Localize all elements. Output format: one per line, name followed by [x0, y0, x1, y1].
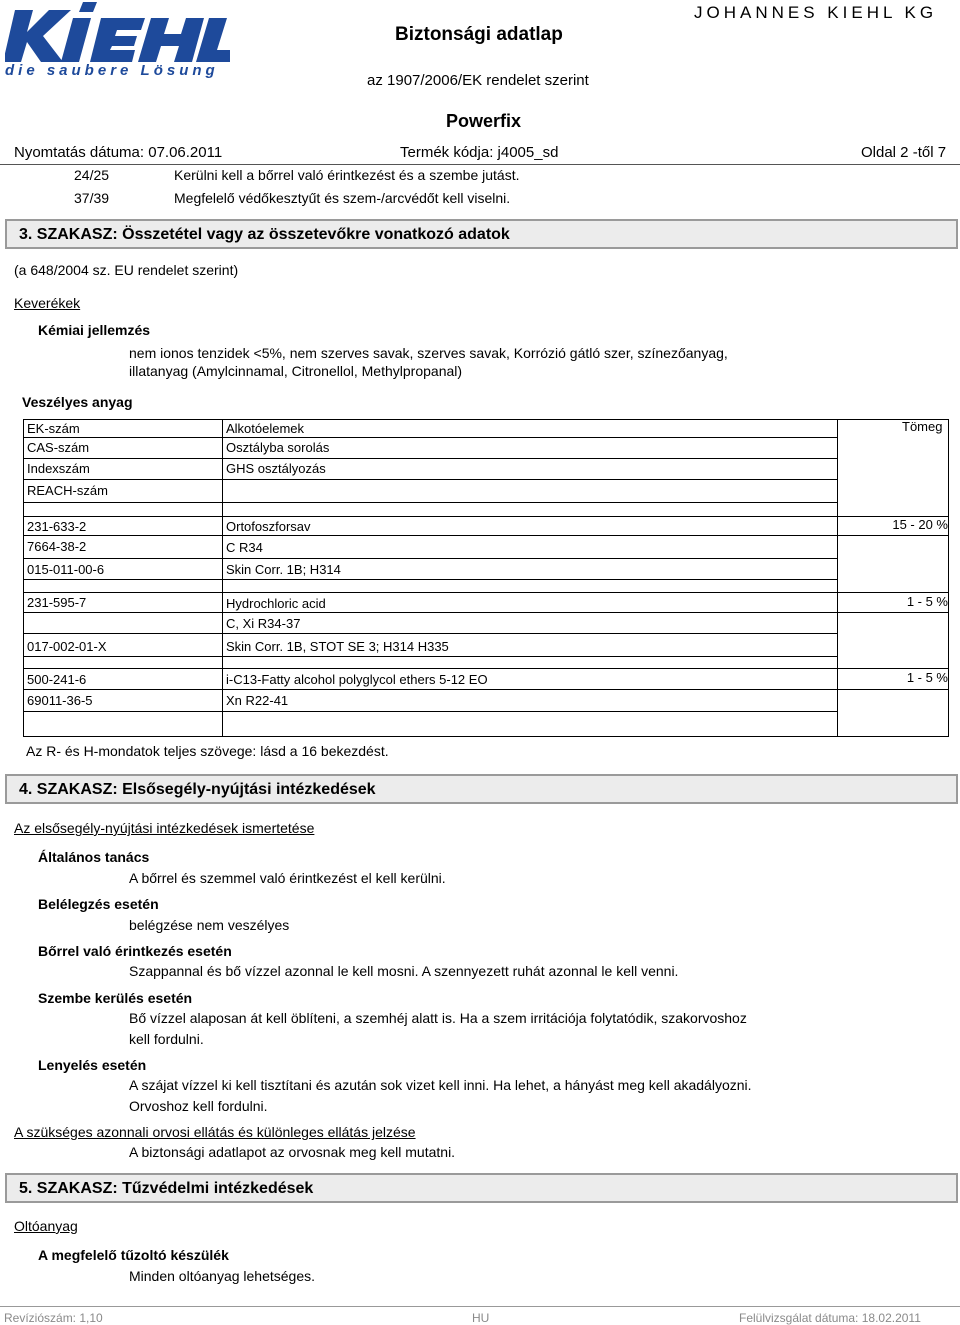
th-ghs: GHS osztályozás: [226, 461, 326, 476]
section-4-header: [5, 774, 958, 804]
regulation-note: (a 648/2004 sz. EU rendelet szerint): [14, 262, 239, 278]
medical-attention-text: A biztonsági adatlapot az orvosnak meg kell mutatni.: [129, 1144, 456, 1160]
table-border: [23, 437, 838, 438]
cell-classification: C, Xi R34-37: [226, 616, 301, 631]
eye-contact-text: Bő vízzel alaposan át kell öblíteni, a szemhéj alatt is. Ha a szem irritációja folytatódik, szakorvoshoz: [129, 1010, 747, 1026]
skin-contact-text: Szappannal és bő vízzel azonnal le kell mosni. A szennyezett ruhát azonnal le kell venni.: [129, 963, 679, 979]
th-index: Indexszám: [27, 461, 90, 476]
table-border: [23, 689, 949, 690]
mixtures-heading: Keverékek: [14, 295, 81, 311]
print-date: Nyomtatás dátuma: 07.06.2011: [14, 144, 223, 161]
table-border: [23, 579, 838, 580]
general-advice-heading: Általános tanács: [38, 849, 150, 865]
cell-ec: 500-241-6: [27, 672, 87, 687]
cell-index: 015-011-00-6: [27, 562, 105, 577]
eye-contact-text: kell fordulni.: [129, 1031, 204, 1047]
s-phrase-code: 24/25: [74, 167, 110, 183]
cell-weight: 1 - 5 %: [906, 670, 948, 685]
header-divider: [0, 164, 960, 165]
cell-cas: 7664-38-2: [27, 539, 87, 554]
review-date: Felülvizsgálat dátuma: 18.02.2011: [739, 1311, 921, 1325]
s-phrase-text: Kerülni kell a bőrrel való érintkezést és a szembe jutást.: [174, 167, 520, 183]
table-border: [23, 592, 949, 593]
regulation-reference: az 1907/2006/EK rendelet szerint: [367, 72, 589, 89]
th-classification: Osztályba sorolás: [226, 440, 330, 455]
th-weight: Tömeg: [902, 419, 943, 434]
ingestion-text: Orvoshoz kell fordulni.: [129, 1098, 268, 1114]
section-3-title: 3. SZAKASZ: Összetétel vagy az összetevőkre vonatkozó adatok: [19, 226, 510, 243]
s-phrase-text: Megfelelő védőkesztyűt és szem-/arcvédőt kell viselni.: [174, 190, 511, 206]
revision-number: Revíziószám: 1,10: [4, 1311, 103, 1325]
chem-char-text: illatanyag (Amylcinnamal, Citronellol, Methylpropanal): [129, 363, 463, 379]
table-border: [23, 479, 838, 480]
th-ec: EK-szám: [27, 421, 80, 436]
table-border: [23, 458, 838, 459]
suitable-media-heading: A megfelelő tűzoltó készülék: [38, 1247, 229, 1263]
th-reach: REACH-szám: [27, 483, 108, 498]
cell-ec: 231-595-7: [27, 595, 87, 610]
inhalation-heading: Belélegzés esetén: [38, 896, 159, 912]
table-border: [23, 656, 838, 657]
th-component: Alkotóelemek: [226, 421, 305, 436]
skin-contact-heading: Bőrrel való érintkezés esetén: [38, 943, 232, 959]
ingestion-heading: Lenyelés esetén: [38, 1057, 147, 1073]
cell-component: Ortofoszforsav: [226, 519, 311, 534]
suitable-media-text: Minden oltóanyag lehetséges.: [129, 1268, 316, 1284]
cell-cas: 69011-36-5: [27, 693, 93, 708]
table-border: [23, 736, 949, 737]
cell-ec: 231-633-2: [27, 519, 87, 534]
cell-classification: Xn R22-41: [226, 693, 289, 708]
product-code: Termék kódja: j4005_sd: [400, 144, 559, 161]
product-name: Powerfix: [446, 111, 522, 131]
language-code: HU: [472, 1311, 490, 1325]
cell-classification: C R34: [226, 540, 263, 555]
medical-attention-heading: A szükséges azonnali orvosi ellátás és különleges ellátás jelzése: [14, 1124, 416, 1140]
extinguishing-media-heading: Oltóanyag: [14, 1218, 78, 1234]
inhalation-text: belégzése nem veszélyes: [129, 917, 290, 933]
cell-component: Hydrochloric acid: [226, 596, 326, 611]
cell-ghs: Skin Corr. 1B; H314: [226, 562, 341, 577]
company-name: JOHANNES KIEHL KG: [694, 3, 938, 22]
table-border: [23, 419, 949, 420]
table-border: [23, 535, 949, 536]
cell-component: i-C13-Fatty alcohol polyglycol ethers 5-12 EO: [226, 672, 488, 687]
table-border: [23, 668, 949, 669]
cell-index: 017-002-01-X: [27, 639, 107, 654]
s-phrase-code: 37/39: [74, 190, 110, 206]
th-cas: CAS-szám: [27, 440, 90, 455]
first-aid-desc-heading: Az elsősegély-nyújtási intézkedések ismertetése: [14, 820, 315, 836]
section-4-title: 4. SZAKASZ: Elsősegély-nyújtási intézkedések: [19, 781, 376, 798]
logo-tagline: die saubere Lösung: [5, 62, 219, 79]
section-5-title: 5. SZAKASZ: Tűzvédelmi intézkedések: [19, 1180, 314, 1197]
table-border: [23, 502, 838, 503]
cell-weight: 1 - 5 %: [906, 594, 948, 609]
hazardous-heading: Veszélyes anyag: [22, 394, 133, 410]
eye-contact-heading: Szembe kerülés esetén: [38, 990, 193, 1006]
r-h-footnote: Az R- és H-mondatok teljes szövege: lásd a 16 bekezdést.: [26, 743, 389, 759]
chem-char-text: nem ionos tenzidek <5%, nem szerves savak, szerves savak, Korrózió gátló szer, színezőanyag,: [129, 345, 728, 361]
table-border: [23, 612, 949, 613]
table-border: [23, 711, 838, 712]
cell-weight: 15 - 20 %: [892, 517, 948, 532]
ingestion-text: A szájat vízzel ki kell tisztítani és azután sok vizet kell inni. Ha lehet, a hányást meg kell akadályozni.: [129, 1077, 752, 1093]
table-border: [23, 558, 838, 559]
footer-divider: [0, 1306, 960, 1307]
cell-ghs: Skin Corr. 1B, STOT SE 3; H314 H335: [226, 639, 449, 654]
general-advice-text: A bőrrel és szemmel való érintkezést el kell kerülni.: [129, 870, 446, 886]
page-number: Oldal 2 -től 7: [861, 144, 947, 161]
kiehl-logo: [5, 0, 230, 82]
document-title: Biztonsági adatlap: [395, 24, 563, 45]
table-border: [23, 516, 949, 517]
section-3-header: [5, 219, 958, 249]
chem-char-heading: Kémiai jellemzés: [38, 322, 151, 338]
section-5-header: [5, 1173, 958, 1203]
table-border: [23, 633, 838, 634]
